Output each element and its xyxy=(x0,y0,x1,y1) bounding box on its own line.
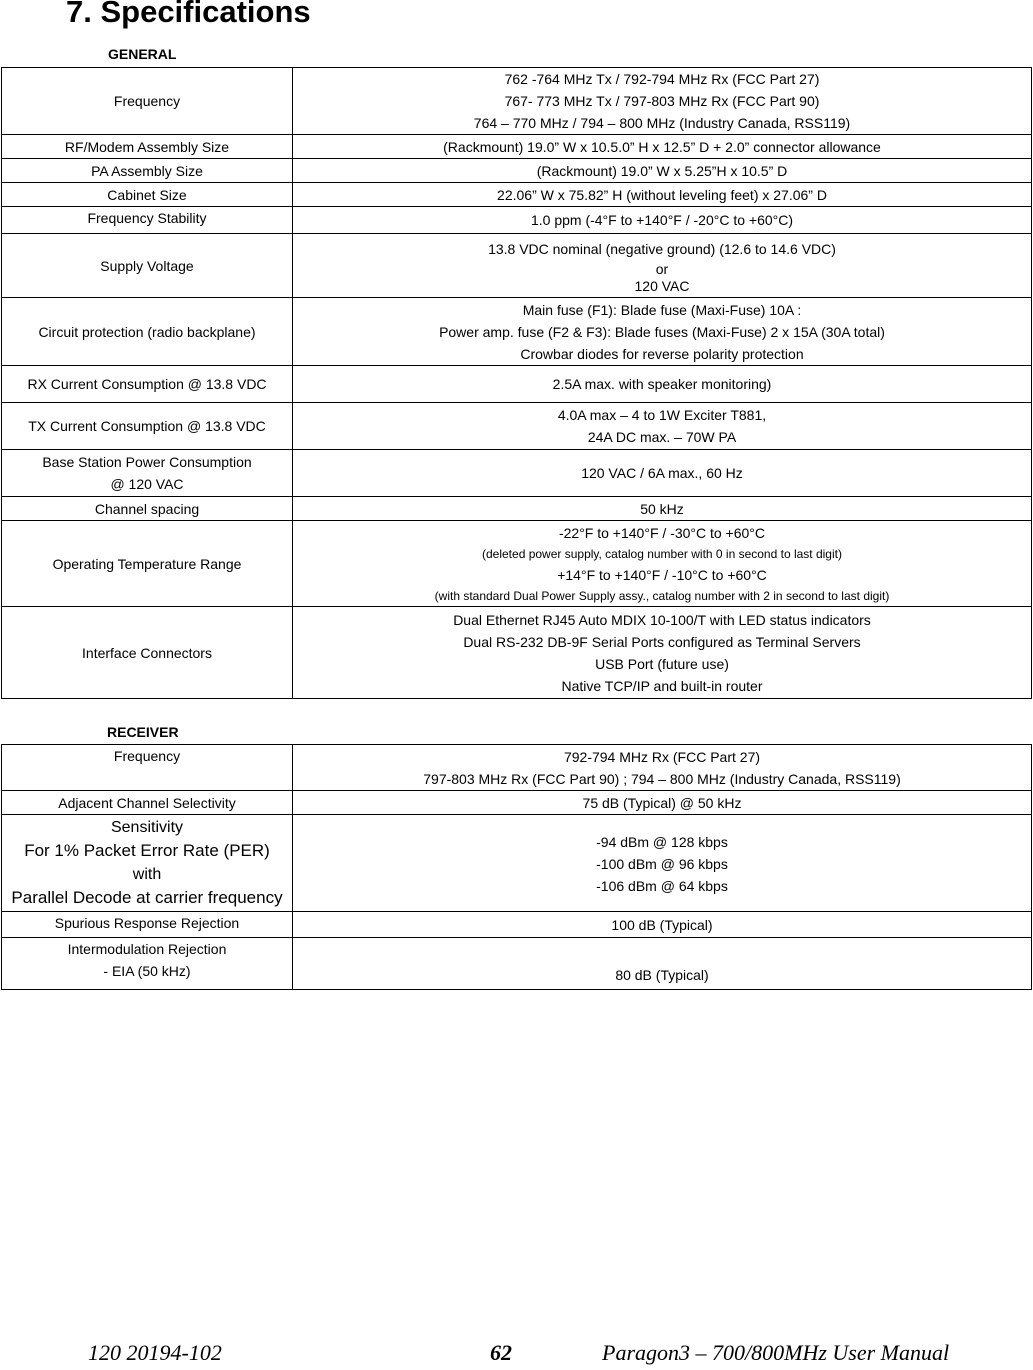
table-row xyxy=(2,159,1032,183)
spec-value-line: Native TCP/IP and built-in router xyxy=(561,677,763,694)
spec-value: (Rackmount) 19.0” W x 5.25”H x 10.5” D xyxy=(293,159,1032,183)
spec-value xyxy=(293,745,1032,791)
table-row xyxy=(2,815,1032,912)
spec-value-line: Main fuse (F1): Blade fuse (Maxi-Fuse) 10A : xyxy=(522,301,802,318)
doc-code: 120 20194-102 xyxy=(88,1340,222,1365)
spec-name: Supply Voltage xyxy=(2,234,293,298)
spec-value xyxy=(293,521,1032,607)
spec-name xyxy=(2,938,293,990)
spec-value-line: 120 VAC xyxy=(634,277,690,294)
spec-value xyxy=(293,68,1032,135)
spec-value-line: Power amp. fuse (F2 & F3): Blade fuses (Maxi-Fuse) 2 x 15A (30A total) xyxy=(439,323,885,340)
spec-value-line: Dual RS-232 DB-9F Serial Ports configured as Terminal Servers xyxy=(463,633,861,650)
spec-value xyxy=(293,815,1032,912)
spec-name: Frequency xyxy=(2,68,293,135)
general-section-label: GENERAL xyxy=(108,46,177,62)
table-row xyxy=(2,366,1032,403)
spec-value-line: Crowbar diodes for reverse polarity protection xyxy=(520,345,804,362)
page-number: 62 xyxy=(490,1340,512,1365)
receiver-spec-table xyxy=(1,744,1032,990)
table-row xyxy=(2,938,1032,990)
spec-value-line: 24A DC max. – 70W PA xyxy=(587,429,737,445)
spec-value: 1.0 ppm (-4°F to +140°F / -20°C to +60°C) xyxy=(293,207,1032,234)
spec-name-line: Base Station Power Consumption xyxy=(42,454,252,470)
spec-name: Cabinet Size xyxy=(2,183,293,207)
manual-title: Paragon3 – 700/800MHz User Manual xyxy=(602,1340,950,1365)
spec-value-line: 767- 773 MHz Tx / 797-803 MHz Rx (FCC Part 90) xyxy=(504,93,820,109)
spec-value-line: -22°F to +140°F / -30°C to +60°C xyxy=(558,524,766,541)
spec-name: Frequency xyxy=(2,745,293,791)
spec-value xyxy=(293,607,1032,699)
table-row xyxy=(2,234,1032,298)
table-row xyxy=(2,497,1032,521)
spec-name: Adjacent Channel Selectivity xyxy=(2,791,293,815)
table-row xyxy=(2,298,1032,366)
spec-value-line: 792-794 MHz Rx (FCC Part 27) xyxy=(563,748,761,765)
spec-value-line: 764 – 770 MHz / 794 – 800 MHz (Industry Canada, RSS119) xyxy=(473,115,851,131)
spec-name: Channel spacing xyxy=(2,497,293,521)
spec-value: 80 dB (Typical) xyxy=(293,938,1032,990)
table-row xyxy=(2,791,1032,815)
spec-name: TX Current Consumption @ 13.8 VDC xyxy=(2,403,293,450)
spec-value-line: -100 dBm @ 96 kbps xyxy=(596,856,728,872)
spec-value-line: 13.8 VDC nominal (negative ground) (12.6 to 14.6 VDC) xyxy=(488,240,836,257)
spec-value: 22.06” W x 75.82” H (without leveling feet) x 27.06” D xyxy=(293,183,1032,207)
spec-name-line: - EIA (50 kHz) xyxy=(103,963,191,979)
spec-name-line: Intermodulation Rejection xyxy=(67,941,227,957)
spec-name: Circuit protection (radio backplane) xyxy=(2,298,293,366)
spec-value-line: (with standard Dual Power Supply assy., catalog number with 2 in second to last digit) xyxy=(434,588,890,603)
spec-name-line: Parallel Decode at carrier frequency xyxy=(11,888,283,907)
table-row xyxy=(2,912,1032,938)
spec-name-line: For 1% Packet Error Rate (PER) xyxy=(24,841,270,860)
spec-value-line: (deleted power supply, catalog number with 0 in second to last digit) xyxy=(482,546,842,561)
spec-value: 50 kHz xyxy=(293,497,1032,521)
spec-name: Interface Connectors xyxy=(2,607,293,699)
spec-value: 2.5A max. with speaker monitoring) xyxy=(293,366,1032,403)
table-row xyxy=(2,183,1032,207)
general-spec-table xyxy=(1,67,1032,699)
spec-value xyxy=(293,403,1032,450)
spec-value-line: +14°F to +140°F / -10°C to +60°C xyxy=(557,566,767,583)
spec-name xyxy=(2,450,293,497)
spec-value-line: 4.0A max – 4 to 1W Exciter T881, xyxy=(557,407,767,423)
spec-value: 100 dB (Typical) xyxy=(293,912,1032,938)
spec-value xyxy=(293,234,1032,298)
page-title: 7. Specifications xyxy=(66,0,311,29)
spec-name xyxy=(2,815,293,912)
spec-value xyxy=(293,298,1032,366)
spec-name-line: @ 120 VAC xyxy=(110,476,184,492)
page-footer xyxy=(0,1340,1033,1370)
table-row xyxy=(2,450,1032,497)
spec-value-line: -94 dBm @ 128 kbps xyxy=(596,834,728,850)
spec-name: Spurious Response Rejection xyxy=(2,912,293,938)
spec-name: PA Assembly Size xyxy=(2,159,293,183)
spec-value-line: Dual Ethernet RJ45 Auto MDIX 10-100/T with LED status indicators xyxy=(453,611,871,628)
spec-name: RX Current Consumption @ 13.8 VDC xyxy=(2,366,293,403)
spec-value-line: 762 -764 MHz Tx / 792-794 MHz Rx (FCC Part 27) xyxy=(504,71,820,87)
table-row xyxy=(2,607,1032,699)
spec-value-line: 797-803 MHz Rx (FCC Part 90) ; 794 – 800 MHz (Industry Canada, RSS119) xyxy=(423,770,901,787)
spec-value-line: USB Port (future use) xyxy=(595,655,729,672)
spec-value: 75 dB (Typical) @ 50 kHz xyxy=(293,791,1032,815)
spec-value-line: or xyxy=(655,260,669,277)
receiver-section-label: RECEIVER xyxy=(107,724,179,740)
spec-value: (Rackmount) 19.0” W x 10.5.0” H x 12.5” D + 2.0” connector allowance xyxy=(293,135,1032,159)
spec-name: Frequency Stability xyxy=(2,207,293,234)
spec-value-line: -106 dBm @ 64 kbps xyxy=(596,878,728,894)
spec-name-line: with xyxy=(132,866,162,883)
table-row xyxy=(2,745,1032,791)
spec-name: Operating Temperature Range xyxy=(2,521,293,607)
spec-name-line: Sensitivity xyxy=(110,819,184,836)
table-row xyxy=(2,521,1032,607)
table-row xyxy=(2,207,1032,234)
table-row xyxy=(2,403,1032,450)
table-row xyxy=(2,68,1032,135)
spec-name: RF/Modem Assembly Size xyxy=(2,135,293,159)
table-row xyxy=(2,135,1032,159)
spec-value: 120 VAC / 6A max., 60 Hz xyxy=(293,450,1032,497)
